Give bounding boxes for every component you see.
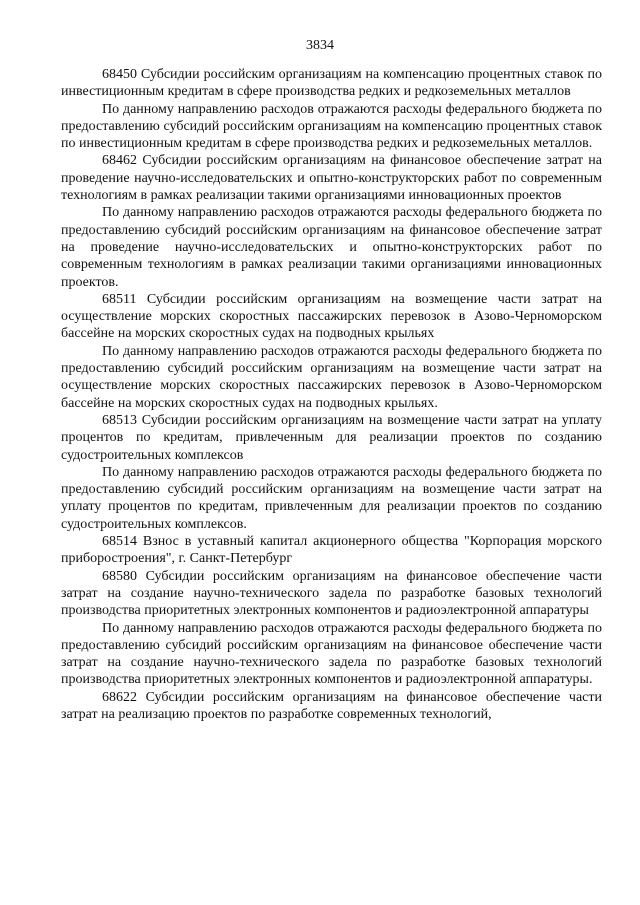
- paragraph-68513-description: По данному направлению расходов отражаются расходы федерального бюджета по предоставлению субсидий российским организациям на возмещение части затрат на уплату процентов по кредитам, привлеченным для реализации проектов по созданию судостроительных комплексов.: [61, 464, 602, 532]
- document-body: [61, 66, 602, 723]
- paragraph-68450-description: По данному направлению расходов отражаются расходы федерального бюджета по предоставлению субсидий российским организациям на компенсацию процентных ставок по инвестиционным кредитам в сфере производства редких и редкоземельных металлов.: [61, 101, 602, 152]
- paragraph-68462-description: По данному направлению расходов отражаются расходы федерального бюджета по предоставлению субсидий российским организациям на финансовое обеспечение затрат на проведение научно-исследовательских и опытно-конструкторских работ по современным технологиям в рамках реализации такими организациями инновационных проектов.: [61, 205, 602, 290]
- paragraph-68622-heading: 68622 Субсидии российским организациям на финансовое обеспечение части затрат на реализацию проектов по разработке современных технологий,: [61, 689, 602, 722]
- paragraph-68513-heading: 68513 Субсидии российским организациям на возмещение части затрат на уплату процентов по кредитам, привлеченным для реализации проектов по созданию судостроительных комплексов: [61, 412, 602, 463]
- paragraph-68514-heading: 68514 Взнос в уставный капитал акционерного общества "Корпорация морского приборостроения", г. Санкт-Петербург: [61, 534, 602, 567]
- paragraph-68450-heading: 68450 Субсидии российским организациям на компенсацию процентных ставок по инвестиционным кредитам в сфере производства редких и редкоземельных металлов: [61, 67, 602, 100]
- page-number: 3834: [306, 38, 334, 53]
- paragraph-68511-description: По данному направлению расходов отражаются расходы федерального бюджета по предоставлению субсидий российским организациям на возмещение части затрат на осуществление морских скоростных пассажирских перевозок в Азово-Черноморском бассейне на морских скоростных судах на подводных крыльях.: [61, 343, 602, 411]
- paragraph-68462-heading: 68462 Субсидии российским организациям на финансовое обеспечение затрат на проведение научно-исследовательских и опытно-конструкторских работ по современным технологиям в рамках реализации такими организациями инновационных проектов: [61, 153, 602, 204]
- paragraph-68580-description: По данному направлению расходов отражаются расходы федерального бюджета по предоставлению субсидий российским организациям на финансовое обеспечение части затрат на создание научно-технического задела по разработке базовых технологий производства приоритетных электронных компонентов и радиоэлектронной аппаратуры.: [61, 620, 602, 688]
- paragraph-68511-heading: 68511 Субсидии российским организациям на возмещение части затрат на осуществление морских скоростных пассажирских перевозок в Азово-Черноморском бассейне на морских скоростных судах на подводных крыльях: [61, 291, 602, 342]
- paragraph-68580-heading: 68580 Субсидии российским организациям на финансовое обеспечение части затрат на создание научно-технического задела по разработке базовых технологий производства приоритетных электронных компонентов и радиоэлектронной аппаратуры: [61, 568, 602, 619]
